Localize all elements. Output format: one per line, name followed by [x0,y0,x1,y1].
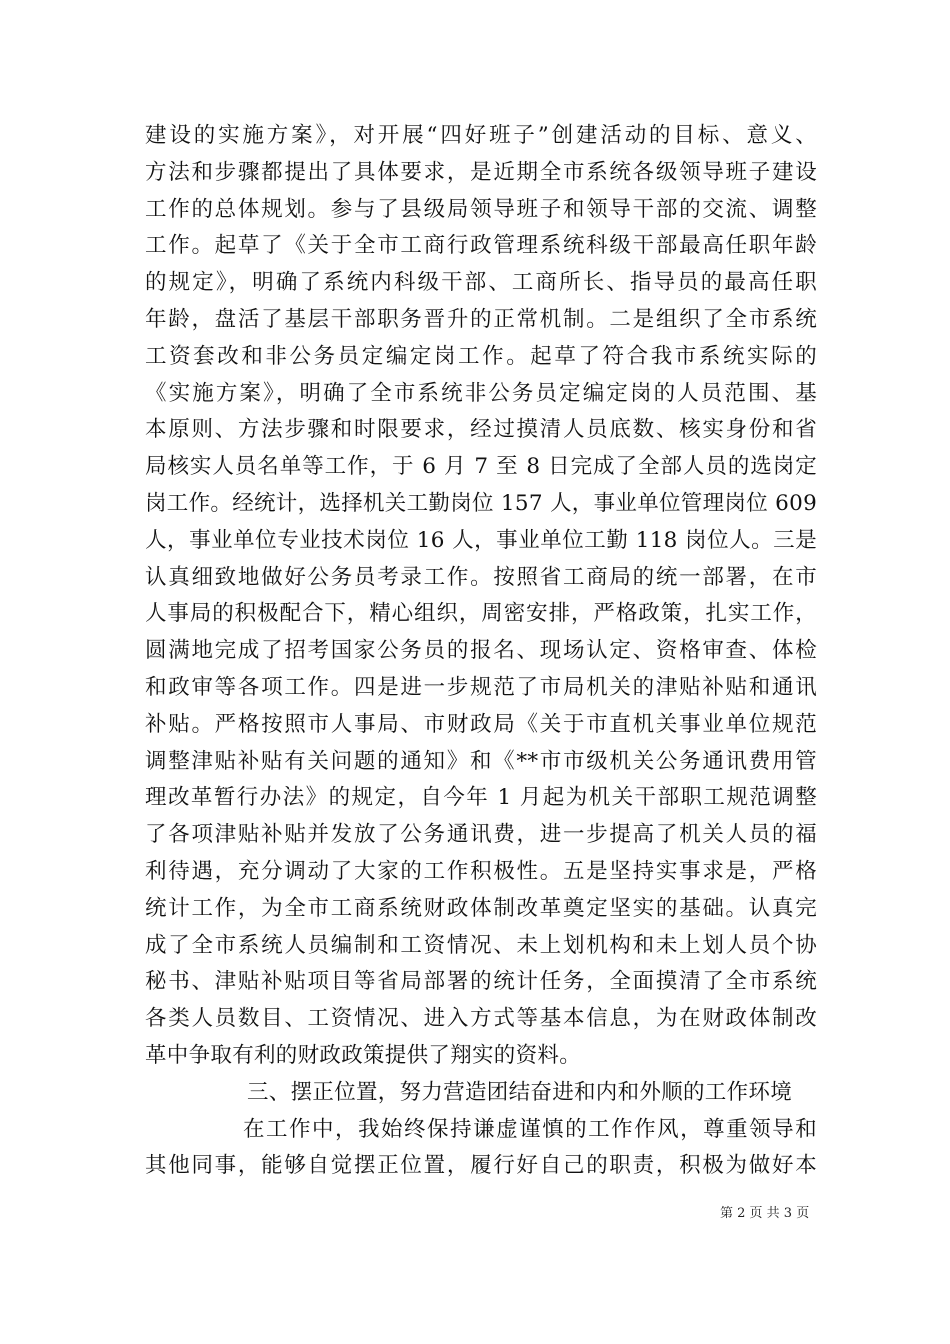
section-heading: 三、摆正位置，努力营造团结奋进和内和外顺的工作环境 [247,1079,793,1105]
paragraph-line: 其他同事，能够自觉摆正位置，履行好自己的职责，积极为做好本 [145,1153,817,1179]
paragraph-line: 建设的实施方案》，对开展“四好班子”创建活动的目标、意义、 [145,123,817,148]
paragraph-line: 岗工作。经统计，选择机关工勤岗位 157 人，事业单位管理岗位 609 [145,490,818,516]
paragraph-line: 和政审等各项工作。四是进一步规范了市局机关的津贴补贴和通讯 [145,674,817,700]
paragraph-line: 《实施方案》，明确了全市系统非公务员定编定岗的人员范围、基 [145,380,817,406]
paragraph-line: 认真细致地做好公务员考录工作。按照省工商局的统一部署，在市 [145,564,817,590]
paragraph-line: 调整津贴补贴有关问题的通知》和《**市市级机关公务通讯费用管 [145,748,817,774]
paragraph-line: 工资套改和非公务员定编定岗工作。起草了符合我市系统实际的 [145,343,817,369]
paragraph-line: 革中争取有利的财政政策提供了翔实的资料。 [145,1042,582,1068]
paragraph-line: 的规定》，明确了系统内科级干部、工商所长、指导员的最高任职 [145,270,817,296]
paragraph-line: 工作。起草了《关于全市工商行政管理系统科级干部最高任职年龄 [145,233,817,259]
paragraph-line: 成了全市系统人员编制和工资情况、未上划机构和未上划人员个协 [145,932,817,958]
paragraph-line: 在工作中，我始终保持谦虚谨慎的工作作风，尊重领导和 [243,1116,817,1142]
paragraph-line: 局核实人员名单等工作，于 6 月 7 至 8 日完成了全部人员的选岗定 [145,454,817,480]
paragraph-line: 圆满地完成了招考国家公务员的报名、现场认定、资格审查、体检 [145,638,817,664]
document-body [145,118,817,1185]
paragraph-line: 各类人员数目、工资情况、进入方式等基本信息，为在财政体制改 [145,1006,817,1032]
paragraph-line: 了各项津贴补贴并发放了公务通讯费，进一步提高了机关人员的福 [145,822,817,848]
paragraph-line: 年龄，盘活了基层干部职务晋升的正常机制。二是组织了全市系统 [145,306,817,332]
paragraph-line: 方法和步骤都提出了具体要求，是近期全市系统各级领导班子建设 [145,159,817,185]
paragraph-line: 理改革暂行办法》的规定，自今年 1 月起为机关干部职工规范调整 [145,785,817,811]
paragraph-line: 秘书、津贴补贴项目等省局部署的统计任务，全面摸清了全市系统 [145,969,817,995]
page-number-indicator: 第 2 页 共 3 页 [720,1206,810,1221]
paragraph-line: 人事局的积极配合下，精心组织，周密安排，严格政策，扎实工作， [145,601,817,627]
paragraph-line: 统计工作，为全市工商系统财政体制改革奠定坚实的基础。认真完 [145,895,817,921]
paragraph-line: 人，事业单位专业技术岗位 16 人，事业单位工勤 118 岗位人。三是 [145,527,817,553]
paragraph-line: 工作的总体规划。参与了县级局领导班子和领导干部的交流、调整 [145,196,817,222]
paragraph-line: 本原则、方法步骤和时限要求，经过摸清人员底数、核实身份和省 [145,417,817,443]
paragraph-line: 利待遇，充分调动了大家的工作积极性。五是坚持实事求是，严格 [145,858,817,884]
paragraph-line: 补贴。严格按照市人事局、市财政局《关于市直机关事业单位规范 [145,711,817,737]
